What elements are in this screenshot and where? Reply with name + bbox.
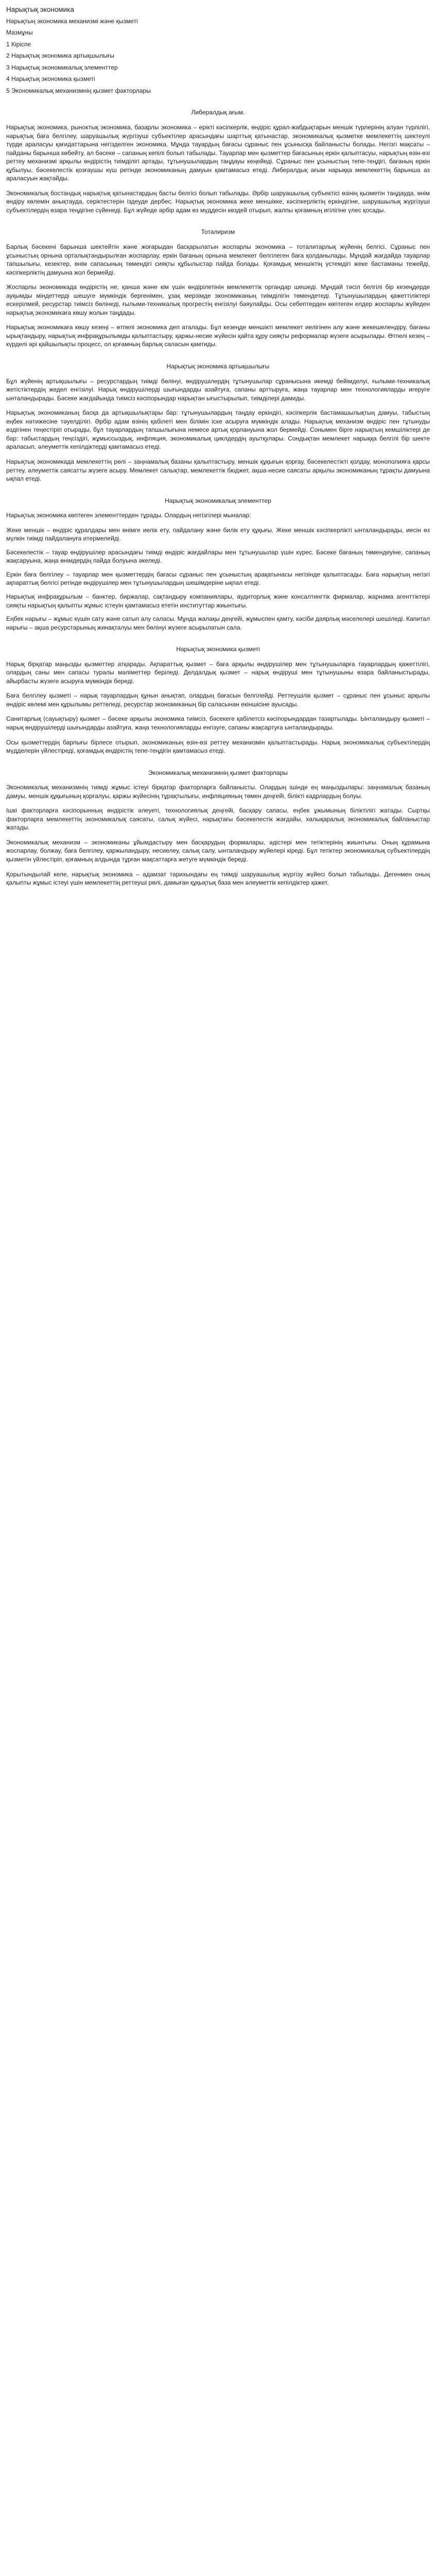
section-heading: Нарықтық экономика қызметі [176, 646, 260, 653]
toc-item: 1 Кіріспе [6, 40, 31, 48]
section-heading: Тоталиризм [201, 228, 235, 236]
section [6, 228, 430, 349]
paragraph: Экономикалық механизмнің тиімді жұмыс істеуі бірқатар факторларға байланысты. Олардың ішінде ең маңыздылары: заңнамалық базаның дамуы, меншік құқығының қорғалуы, қаржы жүйесінің тұрақтылығы, инфляцияның төмен деңгейі, білікті кадрлардың болуы. [6, 784, 430, 800]
list-item: Жеке меншік – өндіріс құралдары мен өнімге иелік ету, пайдалану және билік ету құқығы. Жеке меншік кәсіпкерлікті ынталандырады, иесін өз мүлкін тиімді пайдалануға итермелейді. [6, 526, 430, 543]
paragraph: Экономикалық механизм – экономиканы ұйымдастыру мен басқарудың формалары, әдістері мен тетіктерінің жиынтығы. Оның құрамына жоспарлау, болжау, баға белгілеу, қаржыландыру, несиелеу, салық салу, ынталандыру жүйелері кіреді. Бұл тетіктер экономикалық субъектілердің қызметін үйлестіріп, қоғамның алдында тұрған мақсаттарға жетуге мүмкіндік береді. [6, 838, 430, 863]
section [6, 769, 430, 887]
paragraph: Жоспарлы экономикада өндірістің не, қанша және кім үшін өндірілетінін мемлекеттік органдар шешеді. Мұндай тәсіл белгілі бір кезеңдерде ауқымды міндеттерді шешуге мүмкіндік бергенімен, ұзақ мерзімде экономиканың тиімділігін төмендетеді. Тұтынушылардың қажеттіліктері ескерілмей, ресурстар тиімсіз бөлінеді, ғылыми-техникалық прогрестің енгізілуі баяулайды. Осы себептерден көптеген елдер жоспарлы жүйеден нарықтық экономикаға көшу жолын таңдады. [6, 283, 430, 316]
table-of-contents [6, 17, 430, 95]
paragraph: Нарық бірқатар маңызды қызметтер атқарады. Ақпараттық қызмет – баға арқылы өндірушілер мен тұтынушыларға тауарлардың қажеттілігі, олардың саны мен сапасы туралы мәліметтер беріледі. Делдалдық қызмет – нарық өндіруші мен тұтынушыны өзара байланыстырады, айырбасты жүзеге асыруға мүмкіндік береді. [6, 660, 430, 685]
list-item: Еңбек нарығы – жұмыс күшін сату және сатып алу саласы. Мұнда жалақы деңгейі, жұмыспен қамту, кәсіби даярлық мәселелері шешіледі. Капитал нарығы – ақша ресурстарының жинақталуы мен бөлінуі жүзеге асырылатын сала. [6, 615, 430, 631]
paragraph: Нарықтық экономикада мемлекеттің рөлі – заңнамалық базаны қалыптастыру, меншік құқығын қорғау, бәсекелестікті қолдау, монополияға қарсы реттеу, әлеуметтік саясатты жүзеге асыру. Мемлекет салықтар, мемлекеттік бюджет, ақша-несие саясаты арқылы экономиканың тұрақты дамуына ықпал етеді. [6, 457, 430, 483]
section-heading: Либералдық ағым. [191, 109, 245, 116]
paragraph: Нарықтық экономика көптеген элементтерден тұрады. Олардың негізгілері мыналар: [6, 512, 251, 519]
section [6, 497, 430, 632]
paragraph: Нарықтық экономика, рыноктық экономика, базарлы экономика – ерікті кәсіпкерлік, өндіріс құрал-жабдықтарын меншік түрлерінің алуан түрлілігі, нарықтық баға белгілеу, шаруашылық жүргізуші субъектілер арасындағы шарттық қатынастар, экономикалық қызметке мемлекеттің шектеулі түрде араласуы қағидаттарына негізделген экономика. Мұнда тауардың бағасы сұраныс пен ұсынысқа байланысты болады. Негізгі мақсаты – пайданы барынша көбейту, ал бәсеке – сапаның кепілі болып табылады. Тауарлар мен қызметтер бағасының еркін қалыптасуы, нарықтың өзін-өзі реттеу механизмі арқылы өндірістің тиімділігі артады, тұтынушылардың таңдауы кеңейеді. Сұраныс пен ұсыныстың тепе-теңдігі, бағаның еркін құбылуы, бәсекелестік қозғаушы күш ретінде экономиканың дамуын қамтамасыз етеді. Либералдық ағым нарыққа мемлекеттің барынша аз араласуын жақтайды. [6, 124, 430, 182]
paragraph: Экономикалық бостандық нарықтық қатынастардың басты белгісі болып табылады. Әрбір шаруашылық субъектісі өзінің қызметін таңдауда, өнім өндіру көлемін анықтауда, серіктестерін іздеуде дербес. Нарықтық экономика жеке меншікке, кәсіпкерліктің еркіндігіне, шаруашылық жүргізуші субъектілердің өзара теңдігіне сүйенеді. Бұл жүйеде әрбір адам өз мүддесін көздей отырып, жалпы қоғамның игілігіне үлес қосады. [6, 189, 430, 214]
section-heading: Нарықтық экономикалық элементтер [165, 497, 271, 504]
section-heading: Экономикалық механизмнің қызмет факторлары [148, 769, 288, 776]
toc-item: Мазмұны [6, 29, 33, 37]
toc-item: Нарықтың экономика механизмі және қызметі [6, 17, 138, 25]
toc-item: 4 Нарықтық экономика қызметі [6, 75, 95, 83]
paragraph: Қорытындылай келе, нарықтық экономика – адамзат тарихындағы ең тиімді шаруашылық жүргізу жүйесі болып табылады. Дегенмен оның қалыпты жұмыс істеуі үшін мемлекеттің реттеуші рөлі, дамыған құқықтық база мен әлеуметтік кепілдіктер қажет. [6, 870, 430, 887]
list-item: Бәсекелестік – тауар өндірушілер арасындағы тиімді өндіріс жағдайлары мен тұтынушылар үшін күрес. Бәсеке бағаның төмендеуіне, сапаның жақсаруына, жаңа өнімдердің пайда болуына әкеледі. [6, 548, 430, 565]
paragraph: Бұл жүйенің артықшылығы – ресурстардың тиімді бөлінуі, өндірушілердің тұтынушылар сұранысына икемді бейімделуі, ғылыми-техникалық жетістіктердің жедел енгізілуі. Нарық өндірушілерді шығындарды азайтуға, сапаны арттыруға, жаңа тауарлар мен технологияларды игеруге ынталандырады. Бәсеке жағдайында тиімсіз кәсіпорындар нарықтан ығыстырылып, тиімділері дамиды. [6, 377, 430, 402]
paragraph: Нарықтық экономиканың басқа да артықшылықтары бар: тұтынушылардың таңдау еркіндігі, кәсіпкерлік бастамашылықтың дамуы, табыстың еңбек нәтижесіне тәуелділігі. Әрбір адам өзінің қабілеті мен білімін іске асыруға мүмкіндік алады. Нарықтық механизм өндіріс пен тұтынуды өздігінен теңестіріп отырады, бұл тауарлардың тапшылығына немесе артық қорлануына жол бермейді. Сонымен бірге нарықтың кемшіліктері де бар: табыстардың теңсіздігі, жұмыссыздық, инфляция, экономикалық циклдердің ауытқулары. Сондықтан мемлекет нарыққа белгілі бір шекте араласып, әлеуметтік кепілдіктерді қамтамасыз етеді. [6, 409, 430, 451]
page-title: Нарықтық экономика [6, 6, 74, 13]
paragraph: Санитарлық (сауықтыру) қызмет – бәсеке арқылы экономика тиімсіз, бәсекеге қабілетсіз кәсіпорындардан тазартылады. Ынталандыру қызметі – нарық өндірушілерді шығындарды азайтуға, жаңа технологияларды енгізуге, сапаны жақсартуға ынталандырады. [6, 715, 430, 731]
paragraph: Нарықтық экономикаға көшу кезеңі – өтпелі экономика деп аталады. Бұл кезеңде меншікті мемлекет иелігінен алу және жекешелендіру, бағаны ырықтандыру, нарықтық инфрақұрылымды қалыптастыру, қаржы-несие жүйесін қайта құру сияқты реформалар жүзеге асырылады. Өтпелі кезең – күрделі әрі қайшылықты процесс, ол қоғамның барлық саласын қамтиды. [6, 324, 430, 348]
paragraph: Ішкі факторларға кәсіпорынның өндірістік әлеуеті, технологиялық деңгейі, басқару сапасы, еңбек ұжымының біліктілігі жатады. Сыртқы факторларға мемлекеттің экономикалық саясаты, салық жүйесі, нарықтағы бәсекелестік жағдайы, халықаралық экономикалық байланыстар жатады. [6, 807, 430, 832]
section-heading: Нарықтық экономика артықшылығы [166, 363, 270, 370]
paragraph: Баға белгілеу қызметі – нарық тауарлардың құнын анықтап, олардың бағасын белгілейді. Реттеушілік қызмет – сұраныс пен ұсыныс арқылы өндіріс көлемі мен құрылымы реттеледі, ресурстар экономиканың бір саласынан екіншісіне ауысады. [6, 692, 430, 708]
toc-item: 2 Нарықтық экономика артықшылығы [6, 52, 114, 60]
section [6, 362, 430, 483]
paragraph: Осы қызметтердің барлығы бірлесе отырып, экономиканың өзін-өзі реттеу механизмін қалыптастырады. Нарық экономикалық субъектілердің мүдделерін үйлестіреді, қоғамдық өндірістің тепе-теңдігін қамтамасыз етеді. [6, 738, 430, 755]
section [6, 645, 430, 755]
section [6, 108, 430, 214]
list-item: Еркін баға белгілеу – тауарлар мен қызметтердің бағасы сұраныс пен ұсыныстың арақатынасы негізінде қалыптасады. Баға нарықтың негізгі ақпараттық белгісі ретінде өндірушілер мен тұтынушылардың шешімдеріне ықпал етеді. [6, 570, 430, 587]
list-item: Нарықтық инфрақұрылым – банктер, биржалар, сақтандыру компаниялары, аудиторлық және консалтингтік фирмалар, жарнама агенттіктері сияқты нарықтың қалыпты жұмыс істеуін қамтамасыз ететін институттар жиынтығы. [6, 592, 430, 609]
toc-item: 3 Нарықтық экономикалық элементтер [6, 63, 118, 71]
toc-item: 5 Экономикалық механизмнің қызмет факторлары [6, 87, 151, 94]
paragraph: Барлық бәсекені барынша шектейтін және жоғарыдан басқарылатын жоспарлы экономика – тоталитарлық жүйенің белгісі. Сұраныс пен ұсыныстың орнына орталықтандырылған жоспарлау, еркін бағаның орнына мемлекет белгілеген баға қолданылады. Мұндай жағдайда тауарлар тапшылығы, кезектер, өнім сапасының төмендігі сияқты құбылыстар пайда болады. Қоғамдық меншіктің үстемдігі жеке бастаманы тежейді, кәсіпкерліктің дамуына жол бермейді. [6, 243, 430, 276]
